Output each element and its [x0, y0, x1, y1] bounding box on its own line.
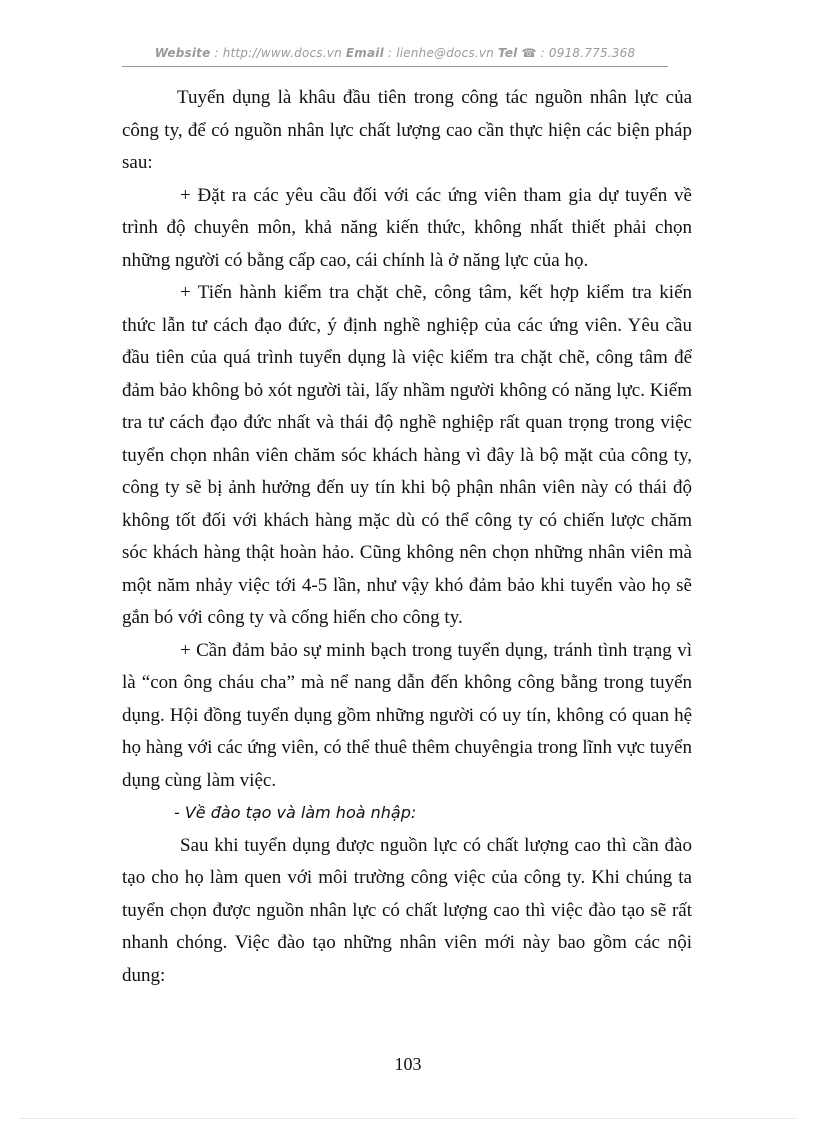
header-rule [122, 66, 668, 67]
paragraph-strict-testing: + Tiến hành kiểm tra chặt chẽ, công tâm, kết hợp kiểm tra kiến thức lẫn tư cách đạo đức, ý định nghề nghiệp của các ứng viên. Yêu cầu đầu tiên của quá trình tuyển dụng là việc kiểm tra chặt chẽ, công tâm để đảm bảo không bỏ xót người tài, lấy nhầm người không có năng lực. Kiểm tra tư cách đạo đức nhất và thái độ nghề nghiệp rất quan trọng trong việc tuyển chọn nhân viên chăm sóc khách hàng vì đây là bộ mặt của công ty, công ty sẽ bị ảnh hưởng đến uy tín khi bộ phận nhân viên này có thái độ không tốt đối với khách hàng mặc dù có thể công ty có chiến lược chăm sóc khách hàng thật hoàn hảo. Cũng không nên chọn những nhân viên mà một năm nhảy việc tới 4-5 lần, như vậy khó đảm bảo khi tuyển vào họ sẽ gắn bó với công ty và cống hiến cho công ty. [122, 282, 692, 628]
page-header [122, 46, 668, 60]
page-number: 103 [394, 1054, 422, 1074]
email-value: : lienhe@docs.vn [383, 46, 498, 60]
paragraph-training: Sau khi tuyển dụng được nguồn lực có chất lượng cao thì cần đào tạo cho họ làm quen với môi trường công việc của công ty. Khi chúng ta tuyển chọn được nguồn nhân lực có chất lượng cao thì việc đào tạo sẽ rất nhanh chóng. Việc đào tạo những nhân viên mới này bao gồm các nội dung: [122, 834, 692, 986]
document-body [122, 82, 692, 992]
website-label: Website [154, 46, 211, 60]
subheading-training: - Về đào tạo và làm hoà nhập: [174, 803, 417, 822]
email-label: Email [345, 46, 384, 60]
tel-value: ☎ : 0918.775.368 [517, 46, 636, 60]
paragraph-recruitment-intro: Tuyển dụng là khâu đầu tiên trong công tác nguồn nhân lực của công ty, để có nguồn nhân lực chất lượng cao cần thực hiện các biện pháp sau: [122, 87, 692, 173]
website-value: : http://www.docs.vn [210, 46, 346, 60]
footer-divider [20, 1118, 796, 1119]
paragraph-transparency: + Cần đảm bảo sự minh bạch trong tuyển dụng, tránh tình trạng vì là “con ông cháu cha” mà nể nang dẫn đến không công bằng trong tuyển dụng. Hội đồng tuyển dụng gồm những người có uy tín, không có quan hệ họ hàng với các ứng viên, có thể thuê thêm chuyêngia trong lĩnh vực tuyển dụng cùng làm việc. [122, 639, 692, 791]
paragraph-requirements: + Đặt ra các yêu cầu đối với các ứng viên tham gia dự tuyển về trình độ chuyên môn, khả năng kiến thức, không nhất thiết phải chọn những người có bằng cấp cao, cái chính là ở năng lực của họ. [122, 184, 692, 271]
tel-label: Tel [497, 46, 518, 60]
